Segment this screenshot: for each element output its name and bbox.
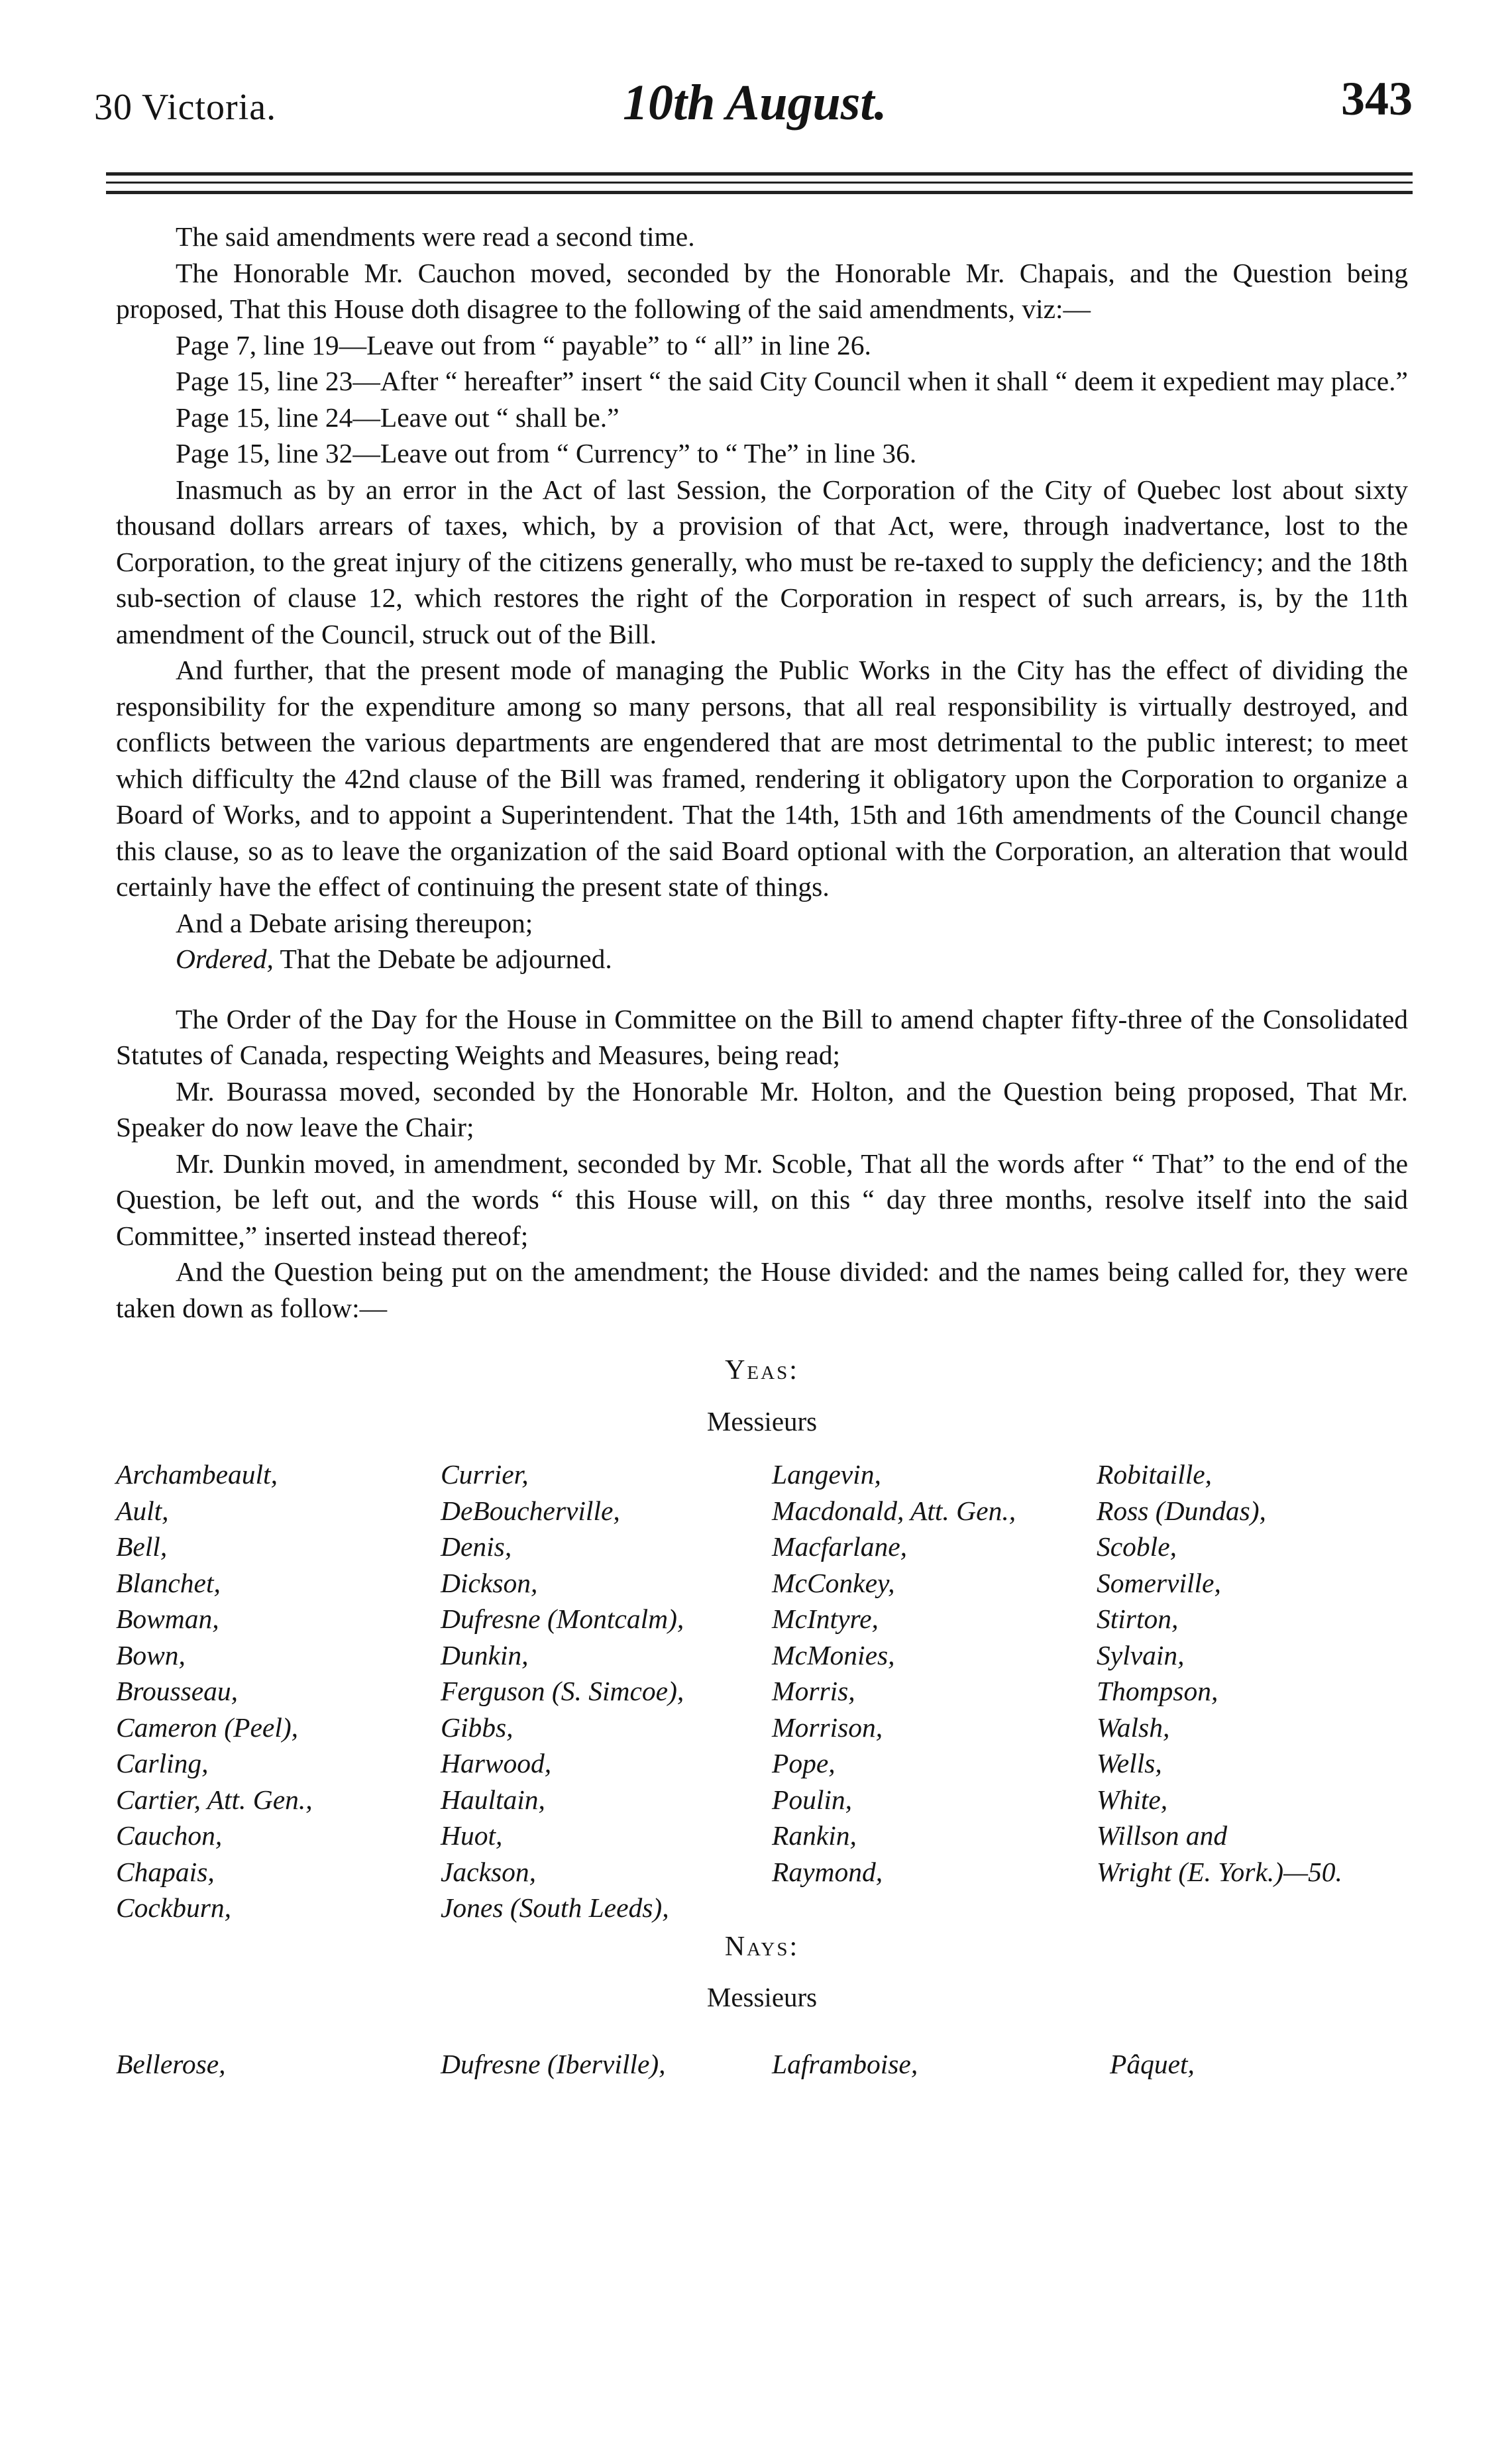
member-name: Ferguson (S. Simcoe), [441, 1676, 684, 1706]
member-name: Wright (E. York.)—50. [1097, 1856, 1342, 1887]
paragraph: Mr. Dunkin moved, in amendment, seconded by Mr. Scoble, That all the words after “ That” to the end of the Question, be left out, and the words “ this House will, on this “ day three months, resolve itself into the said Committee,” inserted instead thereof; [116, 1148, 1408, 1251]
member-name: Denis, [441, 1531, 512, 1562]
member-name: Cockburn, [116, 1892, 232, 1923]
paragraph: The Honorable Mr. Cauchon moved, seconded by the Honorable Mr. Chapais, and the Question being proposed, That this House doth disagree to the following of the said amendments, viz:— [116, 257, 1408, 324]
yeas-list [116, 1456, 1408, 1926]
member-name: Currier, [441, 1459, 529, 1490]
page-number: 343 [1341, 72, 1413, 125]
member-name: McConkey, [772, 1567, 895, 1598]
paragraph: The Order of the Day for the House in Committee on the Bill to amend chapter fifty-three of the Consolidated Statutes of Canada, respecting Weights and Measures, being read; [116, 1003, 1408, 1070]
member-name: Ault, [116, 1495, 169, 1526]
nays-subheading: Messieurs [706, 1982, 818, 2012]
member-name: Langevin, [772, 1459, 881, 1490]
member-name: Harwood, [441, 1748, 552, 1778]
running-head-session: 30 Victoria. [94, 87, 277, 128]
header-rule [106, 191, 1413, 194]
member-name: Bown, [116, 1639, 186, 1670]
member-name: Dickson, [441, 1567, 538, 1598]
yeas-subheading: Messieurs [706, 1405, 818, 1437]
member-name: Cartier, Att. Gen., [116, 1784, 313, 1815]
yeas-column [1097, 1456, 1408, 1926]
member-name: Bellerose, [116, 2048, 226, 2079]
member-name: Cauchon, [116, 1820, 223, 1851]
header-rule [106, 172, 1413, 176]
yeas-column [116, 1456, 441, 1926]
member-name: Morris, [772, 1676, 855, 1706]
yeas-column [441, 1456, 772, 1926]
member-name: Raymond, [772, 1856, 883, 1887]
ordered-label: Ordered, [176, 944, 274, 974]
paragraph: And further, that the present mode of managing the Public Works in the City has the effect of dividing the responsibility for the expenditure among so many persons, that all real responsibility is virtually destroyed, and conflicts between the various departments are engendered that are most detrimental to the public interest; to meet which difficulty the 42nd clause of the Bill was framed, rendering it obligatory upon the Corporation to organize a Board of Works, and to appoint a Superintendent. That the 14th, 15th and 16th amendments of the Council change this clause, so as to leave the organization of the said Board optional with the Corporation, an alteration that would certainly have the effect of continuing the present state of things. [116, 655, 1408, 902]
paragraph: And the Question being put on the amendment; the House divided: and the names being called for, they were taken down as follow:— [116, 1256, 1408, 1323]
amendment-item: Page 15, line 23—After “ hereafter” insert “ the said City Council when it shall “ deem it expedient may place.” [176, 366, 1408, 396]
paragraph: The said amendments were read a second time. [176, 221, 695, 252]
member-name: Robitaille, [1097, 1459, 1213, 1490]
member-name: Haultain, [441, 1784, 545, 1815]
member-name: Dunkin, [441, 1639, 529, 1670]
member-name: Wells, [1097, 1748, 1162, 1778]
member-name: Willson and [1097, 1820, 1228, 1851]
member-name: Bell, [116, 1531, 168, 1562]
member-name: Gibbs, [441, 1712, 513, 1743]
member-name: Stirton, [1097, 1604, 1179, 1634]
amendment-item: Page 15, line 32—Leave out from “ Currency” to “ The” in line 36. [176, 438, 917, 468]
paragraph: Mr. Bourassa moved, seconded by the Honorable Mr. Holton, and the Question being proposed, That Mr. Speaker do now leave the Chair; [116, 1075, 1408, 1142]
paragraph: And a Debate arising thereupon; [176, 907, 533, 938]
running-head-date: 10th August. [623, 75, 887, 131]
member-name: Thompson, [1097, 1676, 1218, 1706]
amendment-item: Page 15, line 24—Leave out “ shall be.” [176, 402, 620, 433]
member-name: Sylvain, [1097, 1639, 1185, 1670]
member-name: Macdonald, Att. Gen., [772, 1495, 1016, 1526]
nays-list [116, 2046, 1408, 2083]
member-name: McIntyre, [772, 1604, 879, 1634]
member-name: Cameron (Peel), [116, 1712, 299, 1743]
member-name: Blanchet, [116, 1567, 221, 1598]
member-name: Ross (Dundas), [1097, 1495, 1266, 1526]
member-name: McMonies, [772, 1639, 895, 1670]
member-name: Chapais, [116, 1856, 215, 1887]
nays-heading: Nays: [724, 1931, 800, 1962]
member-name: White, [1097, 1784, 1168, 1815]
amendment-item: Page 7, line 19—Leave out from “ payable” to “ all” in line 26. [176, 329, 871, 360]
member-name: Huot, [441, 1820, 503, 1851]
paragraph: Inasmuch as by an error in the Act of last Session, the Corporation of the City of Quebec lost about sixty thousand dollars arrears of taxes, which, by a provision of that Act, were, through inadvertance, lost to the Corporation, to the great injury of the citizens generally, who must be re-taxed to supply the deficiency; and the 18th sub-section of clause 12, which restores the right of the Corporation in respect of such arrears, is, by the 11th amendment of the Council, struck out of the Bill. [116, 474, 1408, 649]
journal-body [116, 219, 1408, 2082]
member-name: Walsh, [1097, 1712, 1170, 1743]
member-name: Dufresne (Montcalm), [441, 1604, 684, 1634]
member-name: Scoble, [1097, 1531, 1177, 1562]
member-name: Laframboise, [772, 2048, 918, 2079]
member-name: Jackson, [441, 1856, 537, 1887]
member-name: Pâquet, [1110, 2048, 1195, 2079]
member-name: Morrison, [772, 1712, 883, 1743]
member-name: Somerville, [1097, 1567, 1221, 1598]
member-name: Archambeault, [116, 1459, 278, 1490]
member-name: Poulin, [772, 1784, 853, 1815]
member-name: Macfarlane, [772, 1531, 907, 1562]
member-name: Pope, [772, 1748, 836, 1778]
member-name: DeBoucherville, [441, 1495, 620, 1526]
member-name: Jones (South Leeds), [441, 1892, 669, 1923]
yeas-heading: Yeas: [725, 1355, 799, 1386]
yeas-column [772, 1456, 1097, 1926]
member-name: Brousseau, [116, 1676, 239, 1706]
ordered-text: That the Debate be adjourned. [273, 944, 612, 974]
paragraph [116, 941, 1408, 977]
member-name: Carling, [116, 1748, 209, 1778]
header-rule [106, 182, 1413, 184]
member-name: Dufresne (Iberville), [441, 2048, 666, 2079]
member-name: Bowman, [116, 1604, 219, 1634]
member-name: Rankin, [772, 1820, 857, 1851]
